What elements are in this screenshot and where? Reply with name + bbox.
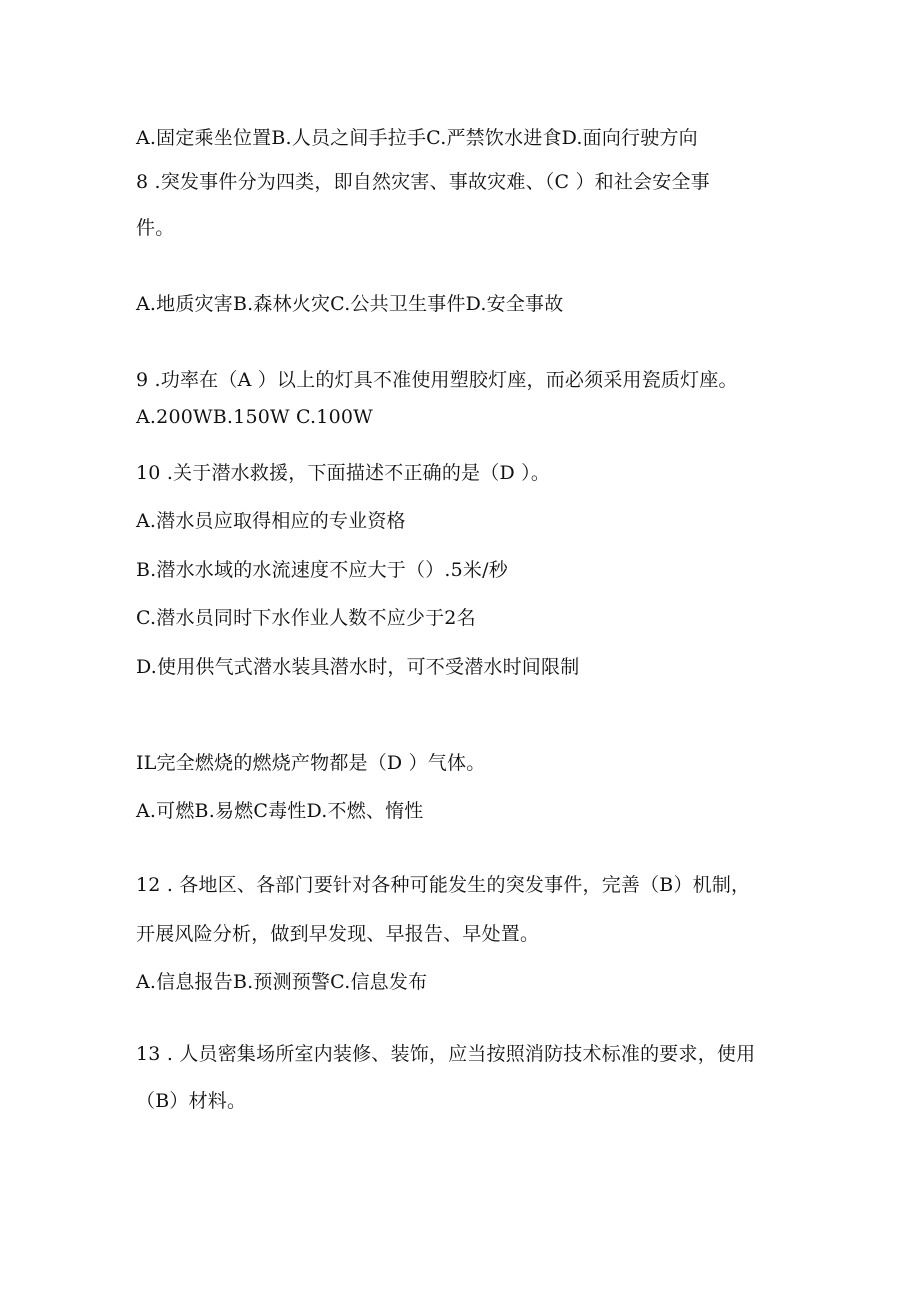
q9-options: A.200WB.150W C.100W (136, 406, 373, 428)
q11-text: IL完全燃烧的燃烧产物都是（D ）气体。 (136, 752, 486, 774)
q12-text: 12 . 各地区、各部门要针对各种可能发生的突发事件，完善（B）机制， (136, 874, 751, 896)
q10-option-c: C.潜水员同时下水作业人数不应少于2名 (136, 607, 476, 629)
q8-text-cont: 件。 (136, 217, 175, 239)
q10-option-b: B.潜水水域的水流速度不应大于（）.5米/秒 (136, 559, 508, 581)
q12-text-cont: 开展风险分析，做到早发现、早报告、早处置。 (136, 923, 540, 945)
q12-options: A.信息报告B.预测预警C.信息发布 (136, 971, 428, 993)
q8-text: 8 .突发事件分为四类，即自然灾害、事故灾难、（C ）和社会安全事 (136, 171, 710, 193)
q7-options: A.固定乘坐位置B.人员之间手拉手C.严禁饮水进食D.面向行驶方向 (136, 127, 698, 149)
q13-text: 13 . 人员密集场所室内装修、装饰，应当按照消防技术标准的要求，使用 (136, 1043, 756, 1065)
q13-text-cont: （B）材料。 (136, 1090, 247, 1112)
q10-text: 10 .关于潜水救援，下面描述不正确的是（D ）。 (136, 462, 551, 484)
q8-options: A.地质灾害B.森林火灾C.公共卫生事件D.安全事故 (136, 293, 564, 315)
q9-text: 9 .功率在（A ）以上的灯具不准使用塑胶灯座，而必须采用瓷质灯座。 (136, 369, 738, 391)
q10-option-a: A.潜水员应取得相应的专业资格 (136, 510, 406, 532)
q11-options: A.可燃B.易燃C毒性D.不燃、惰性 (136, 800, 424, 822)
q10-option-d: D.使用供气式潜水装具潜水时，可不受潜水时间限制 (136, 656, 580, 678)
